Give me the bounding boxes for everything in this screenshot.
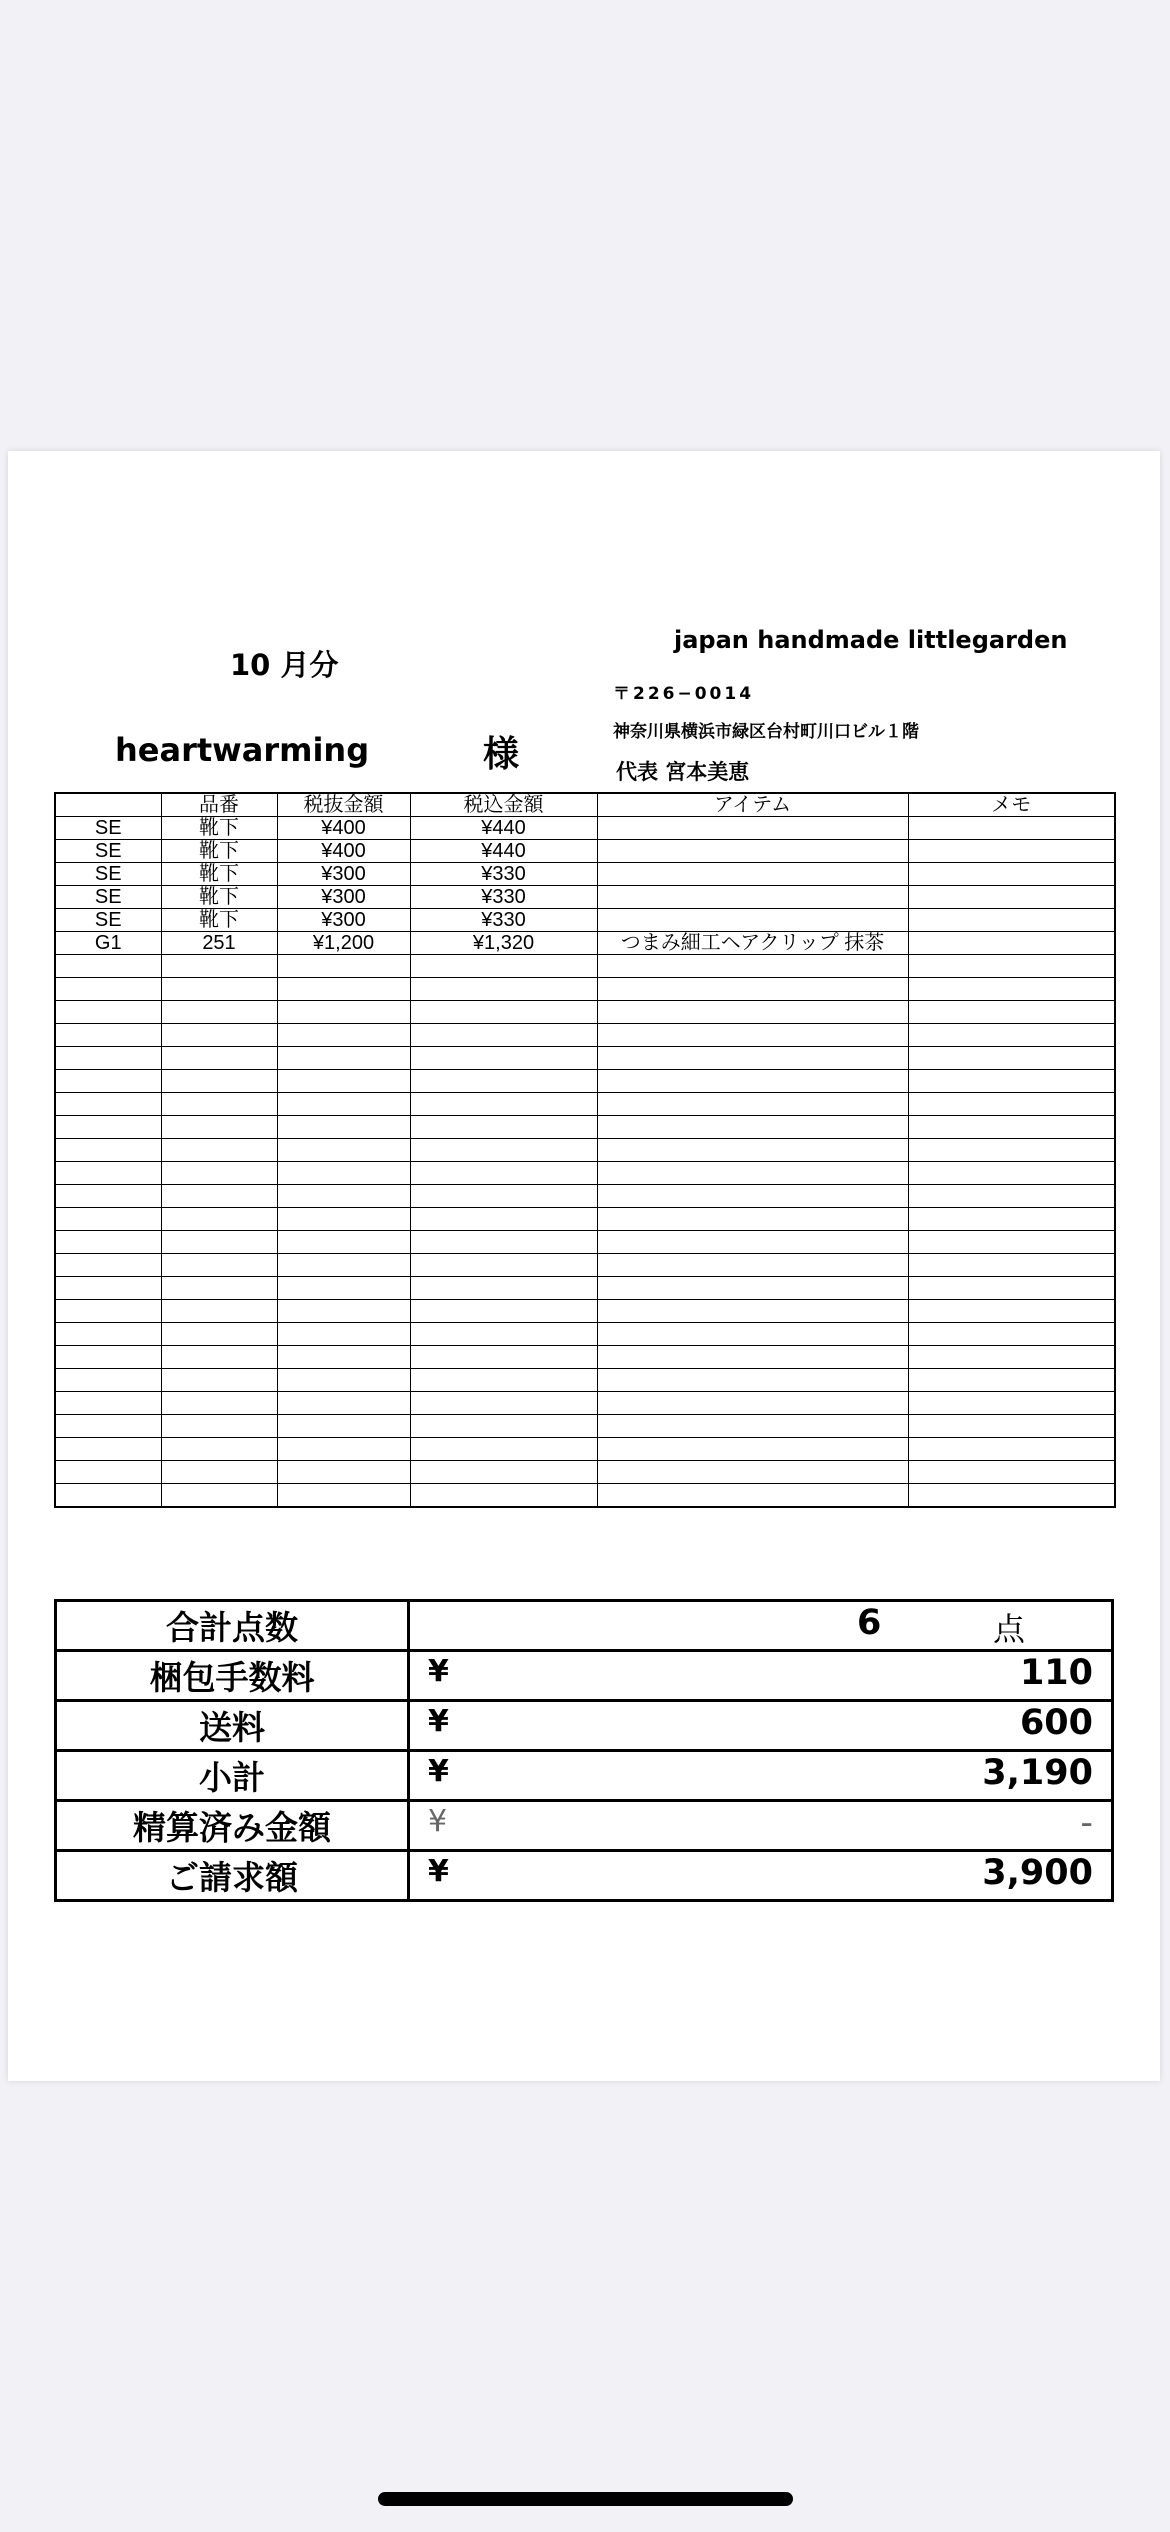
table-cell	[410, 1369, 597, 1392]
table-cell	[55, 1300, 161, 1323]
table-cell	[410, 1461, 597, 1484]
table-cell	[908, 1047, 1115, 1070]
table-cell	[55, 1461, 161, 1484]
honorific: 様	[483, 734, 520, 775]
table-cell	[161, 1415, 277, 1438]
table-cell	[410, 1300, 597, 1323]
table-cell	[55, 1369, 161, 1392]
table-cell	[908, 1024, 1115, 1047]
table-row	[55, 817, 1115, 840]
table-cell	[597, 1254, 908, 1277]
summary-value	[409, 1801, 1113, 1851]
yen-symbol: ¥	[428, 1854, 449, 1889]
table-row	[55, 1231, 1115, 1254]
table-cell	[161, 1024, 277, 1047]
summary-value	[409, 1601, 1113, 1651]
table-cell	[161, 1093, 277, 1116]
table-cell	[908, 1346, 1115, 1369]
table-cell	[277, 1001, 410, 1024]
table-cell	[597, 1484, 908, 1508]
table-row	[55, 1415, 1115, 1438]
table-cell	[410, 1392, 597, 1415]
table-cell: 靴下	[161, 817, 277, 840]
table-cell	[55, 1162, 161, 1185]
table-cell: SE	[55, 817, 161, 840]
total-count-unit: 点	[993, 1610, 1026, 1648]
table-cell	[277, 1415, 410, 1438]
table-cell	[597, 1392, 908, 1415]
table-cell	[597, 886, 908, 909]
summary-value	[409, 1701, 1113, 1751]
table-cell	[277, 1369, 410, 1392]
table-cell: SE	[55, 863, 161, 886]
table-row	[55, 978, 1115, 1001]
table-cell	[908, 1277, 1115, 1300]
table-cell	[908, 955, 1115, 978]
table-row	[55, 1392, 1115, 1415]
table-cell	[277, 1484, 410, 1508]
items-table-body	[55, 817, 1115, 1508]
table-cell: 靴下	[161, 863, 277, 886]
table-cell	[410, 1277, 597, 1300]
table-row	[55, 909, 1115, 932]
table-cell	[55, 1484, 161, 1508]
table-cell	[908, 1438, 1115, 1461]
table-row	[55, 1484, 1115, 1508]
table-cell	[161, 1070, 277, 1093]
table-cell	[277, 1208, 410, 1231]
summary-label: 精算済み金額	[56, 1801, 409, 1851]
summary-label: 小計	[56, 1751, 409, 1801]
table-cell	[55, 1024, 161, 1047]
table-cell	[908, 1323, 1115, 1346]
total-count-value: 6	[857, 1603, 882, 1643]
table-cell	[597, 1461, 908, 1484]
items-table	[54, 792, 1116, 1508]
table-cell	[410, 1415, 597, 1438]
table-cell	[161, 1438, 277, 1461]
table-cell	[410, 1438, 597, 1461]
table-cell	[908, 932, 1115, 955]
table-row	[55, 1024, 1115, 1047]
yen-symbol: ¥	[428, 1654, 449, 1689]
table-cell: SE	[55, 886, 161, 909]
table-cell	[161, 978, 277, 1001]
table-cell: ¥440	[410, 840, 597, 863]
summary-label: ご請求額	[56, 1851, 409, 1901]
table-cell	[908, 1461, 1115, 1484]
table-cell: SE	[55, 840, 161, 863]
table-cell	[277, 1116, 410, 1139]
table-cell	[908, 1254, 1115, 1277]
table-cell	[277, 1139, 410, 1162]
table-cell	[161, 1139, 277, 1162]
summary-row-packing-fee	[56, 1651, 1113, 1701]
table-cell: つまみ細工ヘアクリップ 抹茶	[597, 932, 908, 955]
customer-name: heartwarming	[115, 731, 370, 769]
table-cell: ¥400	[277, 840, 410, 863]
table-cell	[277, 1162, 410, 1185]
table-row	[55, 1346, 1115, 1369]
summary-row-shipping	[56, 1701, 1113, 1751]
table-cell	[410, 1047, 597, 1070]
table-cell	[597, 1001, 908, 1024]
summary-value	[409, 1851, 1113, 1901]
table-cell	[908, 1369, 1115, 1392]
table-cell	[597, 955, 908, 978]
table-cell: ¥400	[277, 817, 410, 840]
table-row	[55, 1254, 1115, 1277]
table-row	[55, 1300, 1115, 1323]
table-cell: ¥300	[277, 863, 410, 886]
yen-symbol: ¥	[428, 1754, 449, 1789]
table-cell	[161, 1392, 277, 1415]
table-cell	[908, 1185, 1115, 1208]
table-cell	[161, 1185, 277, 1208]
table-cell	[277, 1300, 410, 1323]
table-cell	[908, 1070, 1115, 1093]
summary-table	[54, 1599, 1114, 1902]
table-row	[55, 1323, 1115, 1346]
table-cell	[908, 840, 1115, 863]
table-cell	[597, 1024, 908, 1047]
table-cell: SE	[55, 909, 161, 932]
table-cell	[161, 1208, 277, 1231]
table-cell	[597, 1139, 908, 1162]
table-cell	[908, 1208, 1115, 1231]
summary-row-settled-amount	[56, 1801, 1113, 1851]
table-cell: 靴下	[161, 909, 277, 932]
table-cell	[410, 1093, 597, 1116]
table-cell	[277, 1392, 410, 1415]
col-header-memo: メモ	[908, 793, 1115, 817]
table-cell	[908, 1139, 1115, 1162]
summary-row-total-count	[56, 1601, 1113, 1651]
table-row	[55, 1438, 1115, 1461]
table-cell	[277, 1231, 410, 1254]
table-row	[55, 1277, 1115, 1300]
table-cell	[597, 1070, 908, 1093]
table-cell	[597, 1116, 908, 1139]
table-cell	[597, 1093, 908, 1116]
table-cell	[410, 1116, 597, 1139]
table-cell	[908, 1231, 1115, 1254]
table-cell	[55, 1047, 161, 1070]
table-cell	[161, 1461, 277, 1484]
table-cell	[597, 1300, 908, 1323]
table-cell	[597, 1415, 908, 1438]
table-cell	[161, 955, 277, 978]
table-cell	[597, 817, 908, 840]
table-cell	[597, 1162, 908, 1185]
table-cell	[597, 1047, 908, 1070]
table-cell	[908, 1484, 1115, 1508]
summary-label: 合計点数	[56, 1601, 409, 1651]
table-cell	[55, 978, 161, 1001]
table-cell	[410, 978, 597, 1001]
table-row	[55, 1093, 1115, 1116]
table-row	[55, 1461, 1115, 1484]
table-row	[55, 955, 1115, 978]
table-cell	[55, 1392, 161, 1415]
table-cell	[55, 1185, 161, 1208]
table-cell	[161, 1001, 277, 1024]
table-cell: G1	[55, 932, 161, 955]
table-row	[55, 1369, 1115, 1392]
table-cell	[277, 1254, 410, 1277]
table-cell: ¥330	[410, 863, 597, 886]
table-cell	[410, 1001, 597, 1024]
table-cell	[55, 1208, 161, 1231]
table-cell	[277, 1461, 410, 1484]
table-cell	[410, 1208, 597, 1231]
table-cell	[908, 1415, 1115, 1438]
table-cell	[597, 1323, 908, 1346]
table-cell	[277, 1070, 410, 1093]
table-cell	[597, 1369, 908, 1392]
table-cell	[597, 1346, 908, 1369]
table-cell	[410, 1070, 597, 1093]
issuer-postal-code: 〒226−0014	[613, 684, 755, 704]
yen-symbol: ¥	[428, 1704, 449, 1739]
table-cell	[597, 1438, 908, 1461]
table-cell	[410, 1323, 597, 1346]
table-cell	[55, 1323, 161, 1346]
table-row	[55, 863, 1115, 886]
table-cell	[277, 978, 410, 1001]
table-cell	[908, 1300, 1115, 1323]
table-cell	[277, 1438, 410, 1461]
home-indicator[interactable]	[378, 2492, 793, 2506]
issuer-representative: 代表 宮本美恵	[616, 760, 750, 784]
summary-value	[409, 1651, 1113, 1701]
table-cell	[908, 909, 1115, 932]
summary-amount: 3,900	[982, 1853, 1093, 1893]
table-cell	[55, 1093, 161, 1116]
table-cell	[55, 1001, 161, 1024]
invoice-page	[8, 451, 1160, 2081]
table-cell	[55, 1231, 161, 1254]
table-row	[55, 1047, 1115, 1070]
table-cell: 251	[161, 932, 277, 955]
table-cell	[161, 1300, 277, 1323]
summary-amount: 600	[1019, 1703, 1093, 1743]
table-cell	[908, 1162, 1115, 1185]
table-cell	[161, 1254, 277, 1277]
table-cell	[55, 1277, 161, 1300]
table-cell	[410, 1254, 597, 1277]
table-cell	[55, 1438, 161, 1461]
summary-row-amount-due	[56, 1851, 1113, 1901]
table-cell: ¥440	[410, 817, 597, 840]
table-row	[55, 1116, 1115, 1139]
table-row	[55, 1001, 1115, 1024]
table-row	[55, 886, 1115, 909]
table-cell	[55, 1254, 161, 1277]
table-cell	[908, 1392, 1115, 1415]
table-row	[55, 1070, 1115, 1093]
table-cell	[908, 817, 1115, 840]
table-cell	[597, 863, 908, 886]
summary-value	[409, 1751, 1113, 1801]
table-cell	[277, 1346, 410, 1369]
table-cell	[55, 1346, 161, 1369]
table-cell	[597, 1231, 908, 1254]
table-cell	[410, 955, 597, 978]
issuer-company: japan handmade littlegarden	[674, 626, 1068, 654]
table-row	[55, 1185, 1115, 1208]
summary-amount: 3,190	[982, 1753, 1093, 1793]
table-row	[55, 1162, 1115, 1185]
table-row	[55, 1208, 1115, 1231]
table-cell	[277, 1093, 410, 1116]
table-cell	[277, 1323, 410, 1346]
billing-month: 10 月分	[230, 648, 339, 682]
table-cell	[597, 1277, 908, 1300]
table-cell	[597, 978, 908, 1001]
table-cell	[277, 1185, 410, 1208]
table-cell	[410, 1231, 597, 1254]
table-cell	[597, 1208, 908, 1231]
table-row	[55, 840, 1115, 863]
col-header-price-incl-tax: 税込金額	[410, 793, 597, 817]
table-cell: 靴下	[161, 886, 277, 909]
table-cell	[908, 863, 1115, 886]
table-cell	[908, 978, 1115, 1001]
table-cell	[597, 909, 908, 932]
table-cell	[55, 955, 161, 978]
table-cell	[55, 1415, 161, 1438]
table-cell: ¥1,200	[277, 932, 410, 955]
table-cell: ¥330	[410, 886, 597, 909]
table-cell	[410, 1024, 597, 1047]
summary-amount: -	[1080, 1803, 1093, 1843]
issuer-address: 神奈川県横浜市緑区台村町川口ビル１階	[613, 722, 919, 742]
table-cell	[597, 1185, 908, 1208]
table-cell: 靴下	[161, 840, 277, 863]
table-cell	[597, 840, 908, 863]
summary-row-subtotal	[56, 1751, 1113, 1801]
table-cell	[410, 1139, 597, 1162]
table-row	[55, 932, 1115, 955]
table-cell	[55, 1070, 161, 1093]
table-cell	[161, 1277, 277, 1300]
table-cell	[908, 1001, 1115, 1024]
table-cell: ¥300	[277, 886, 410, 909]
table-cell	[161, 1346, 277, 1369]
table-cell	[410, 1484, 597, 1508]
table-cell	[161, 1162, 277, 1185]
col-header-item: アイテム	[597, 793, 908, 817]
table-cell	[908, 886, 1115, 909]
items-table-header	[55, 793, 1115, 817]
table-cell	[55, 1139, 161, 1162]
table-cell	[908, 1093, 1115, 1116]
table-cell: ¥330	[410, 909, 597, 932]
table-cell	[161, 1047, 277, 1070]
table-cell	[277, 1047, 410, 1070]
table-cell: ¥1,320	[410, 932, 597, 955]
summary-amount: 110	[1019, 1653, 1093, 1693]
table-cell	[161, 1116, 277, 1139]
table-cell	[161, 1484, 277, 1508]
table-cell	[161, 1369, 277, 1392]
summary-label: 送料	[56, 1701, 409, 1751]
table-cell	[410, 1346, 597, 1369]
table-cell	[161, 1231, 277, 1254]
table-cell	[410, 1185, 597, 1208]
yen-symbol: ¥	[428, 1804, 448, 1839]
table-cell	[55, 1116, 161, 1139]
table-cell	[277, 1024, 410, 1047]
table-row	[55, 1139, 1115, 1162]
table-cell	[410, 1162, 597, 1185]
col-header-price-excl-tax: 税抜金額	[277, 793, 410, 817]
table-cell	[908, 1116, 1115, 1139]
col-header-code	[55, 793, 161, 817]
table-cell	[277, 1277, 410, 1300]
table-cell	[277, 955, 410, 978]
col-header-product-number: 品番	[161, 793, 277, 817]
table-cell	[161, 1323, 277, 1346]
summary-label: 梱包手数料	[56, 1651, 409, 1701]
table-cell: ¥300	[277, 909, 410, 932]
